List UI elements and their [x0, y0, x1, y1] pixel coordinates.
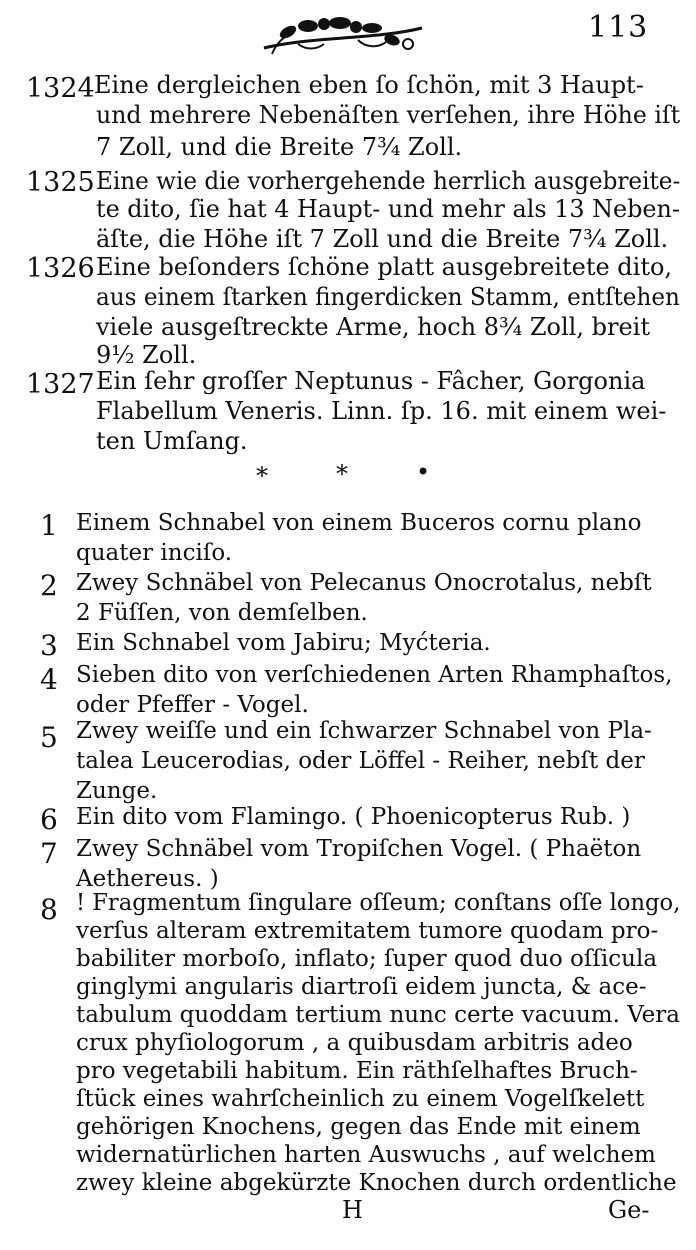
- signature-mark: H: [342, 1196, 363, 1224]
- item-line: ginglymi angularis diartroſi eidem juncta, & ace-: [76, 974, 647, 1000]
- item-line: ſtück eines wahrſcheinlich zu einem Vogelſkelett: [76, 1086, 645, 1112]
- entry-line: Eine beſonders ſchöne platt ausgebreitete dito,: [96, 253, 673, 281]
- entry-line: Ein ſehr groſſer Neptunus - Fâcher, Gorgonia: [96, 367, 646, 395]
- entry-line: ten Umſang.: [96, 427, 248, 455]
- floral-ornament-icon: [258, 14, 428, 58]
- item-line: pro vegetabili habitum. Ein räthſelhaftes Bruch-: [76, 1058, 638, 1084]
- item-line: tabulum quoddam tertium nunc certe vacuum. Vera: [76, 1002, 680, 1028]
- item-line: 2 Füſſen, von demſelben.: [76, 600, 368, 626]
- item-number: 4: [40, 663, 58, 696]
- item-line: Einem Schnabel von einem Buceros cornu plano: [76, 510, 642, 536]
- item-line: verſus alteram extremitatem tumore quodam pro-: [76, 918, 659, 944]
- entry-number: 1324: [26, 73, 95, 104]
- separator-star: *: [336, 460, 348, 488]
- entry-line: 9½ Zoll.: [96, 341, 197, 369]
- item-line: crux phyſiologorum , a quibusdam arbitris adeo: [76, 1030, 633, 1056]
- item-line: oder Pfeffer - Vogel.: [76, 692, 309, 718]
- item-line: Ein dito vom Flamingo. ( Phoenicopterus Rub. ): [76, 804, 631, 830]
- item-line: talea Leucerodias, oder Löffel - Reiher, nebſt der: [76, 748, 645, 774]
- entry-number: 1325: [26, 167, 95, 198]
- item-line: Zwey Schnäbel von Pelecanus Onocrotalus, nebſt: [76, 570, 652, 596]
- item-line: gehörigen Knochens, gegen das Ende mit einem: [76, 1114, 641, 1140]
- item-line: Zunge.: [76, 778, 158, 804]
- entry-line: viele ausgeſtreckte Arme, hoch 8¾ Zoll, breit: [96, 313, 650, 341]
- section-separator: [240, 460, 450, 490]
- entry-line: te dito, ſie hat 4 Haupt- und mehr als 13 Neben-: [96, 195, 680, 223]
- entry-number: 1326: [26, 253, 95, 284]
- item-number: 1: [40, 509, 58, 542]
- entry-line: Eine dergleichen eben ſo ſchön, mit 3 Haupt-: [94, 71, 644, 99]
- item-line: Zwey Schnäbel vom Tropiſchen Vogel. ( Phaëton: [76, 836, 642, 862]
- item-line: quater inciſo.: [76, 540, 233, 566]
- item-number: 7: [40, 837, 58, 870]
- entry-line: Eine wie die vorhergehende herrlich ausgebreite-: [96, 167, 681, 195]
- page-number: 113: [588, 10, 649, 45]
- item-line: widernatürlichen harten Auswuchs , auf welchem: [76, 1142, 656, 1168]
- item-line: Ein Schnabel vom Jabiru; Myćteria.: [76, 630, 491, 656]
- entry-line: aus einem ſtarken fingerdicken Stamm, entſtehen: [96, 283, 680, 311]
- item-line: babiliter morboſo, inflato; ſuper quod duo oſſicula: [76, 946, 658, 972]
- entry-line: Flabellum Veneris. Linn. ſp. 16. mit einem wei-: [96, 397, 667, 425]
- entry-line: und mehrere Nebenäſten verſehen, ihre Höhe iſt: [96, 101, 681, 129]
- item-number: 2: [40, 569, 58, 602]
- item-line: Aethereus. ): [76, 866, 219, 892]
- entry-line: äſte, die Höhe iſt 7 Zoll und die Breite 7¾ Zoll.: [96, 225, 669, 253]
- item-line: Zwey weiſſe und ein ſchwarzer Schnabel von Pla-: [76, 718, 652, 744]
- catchword: Ge-: [608, 1196, 650, 1224]
- item-line: zwey kleine abgekürzte Knochen durch ordentliche: [76, 1170, 677, 1196]
- entry-number: 1327: [26, 369, 95, 400]
- item-number: 3: [40, 629, 58, 662]
- separator-dot: •: [416, 458, 431, 486]
- item-number: 6: [40, 803, 58, 836]
- item-number: 5: [40, 721, 58, 754]
- entry-line: 7 Zoll, und die Breite 7¾ Zoll.: [96, 133, 463, 161]
- item-line: ! Fragmentum ſingulare oſſeum; conſtans oſſe longo,: [76, 890, 681, 916]
- item-number: 8: [40, 893, 58, 926]
- item-line: Sieben dito von verſchiedenen Arten Rhamphaſtos,: [76, 662, 673, 688]
- separator-star: *: [256, 462, 268, 490]
